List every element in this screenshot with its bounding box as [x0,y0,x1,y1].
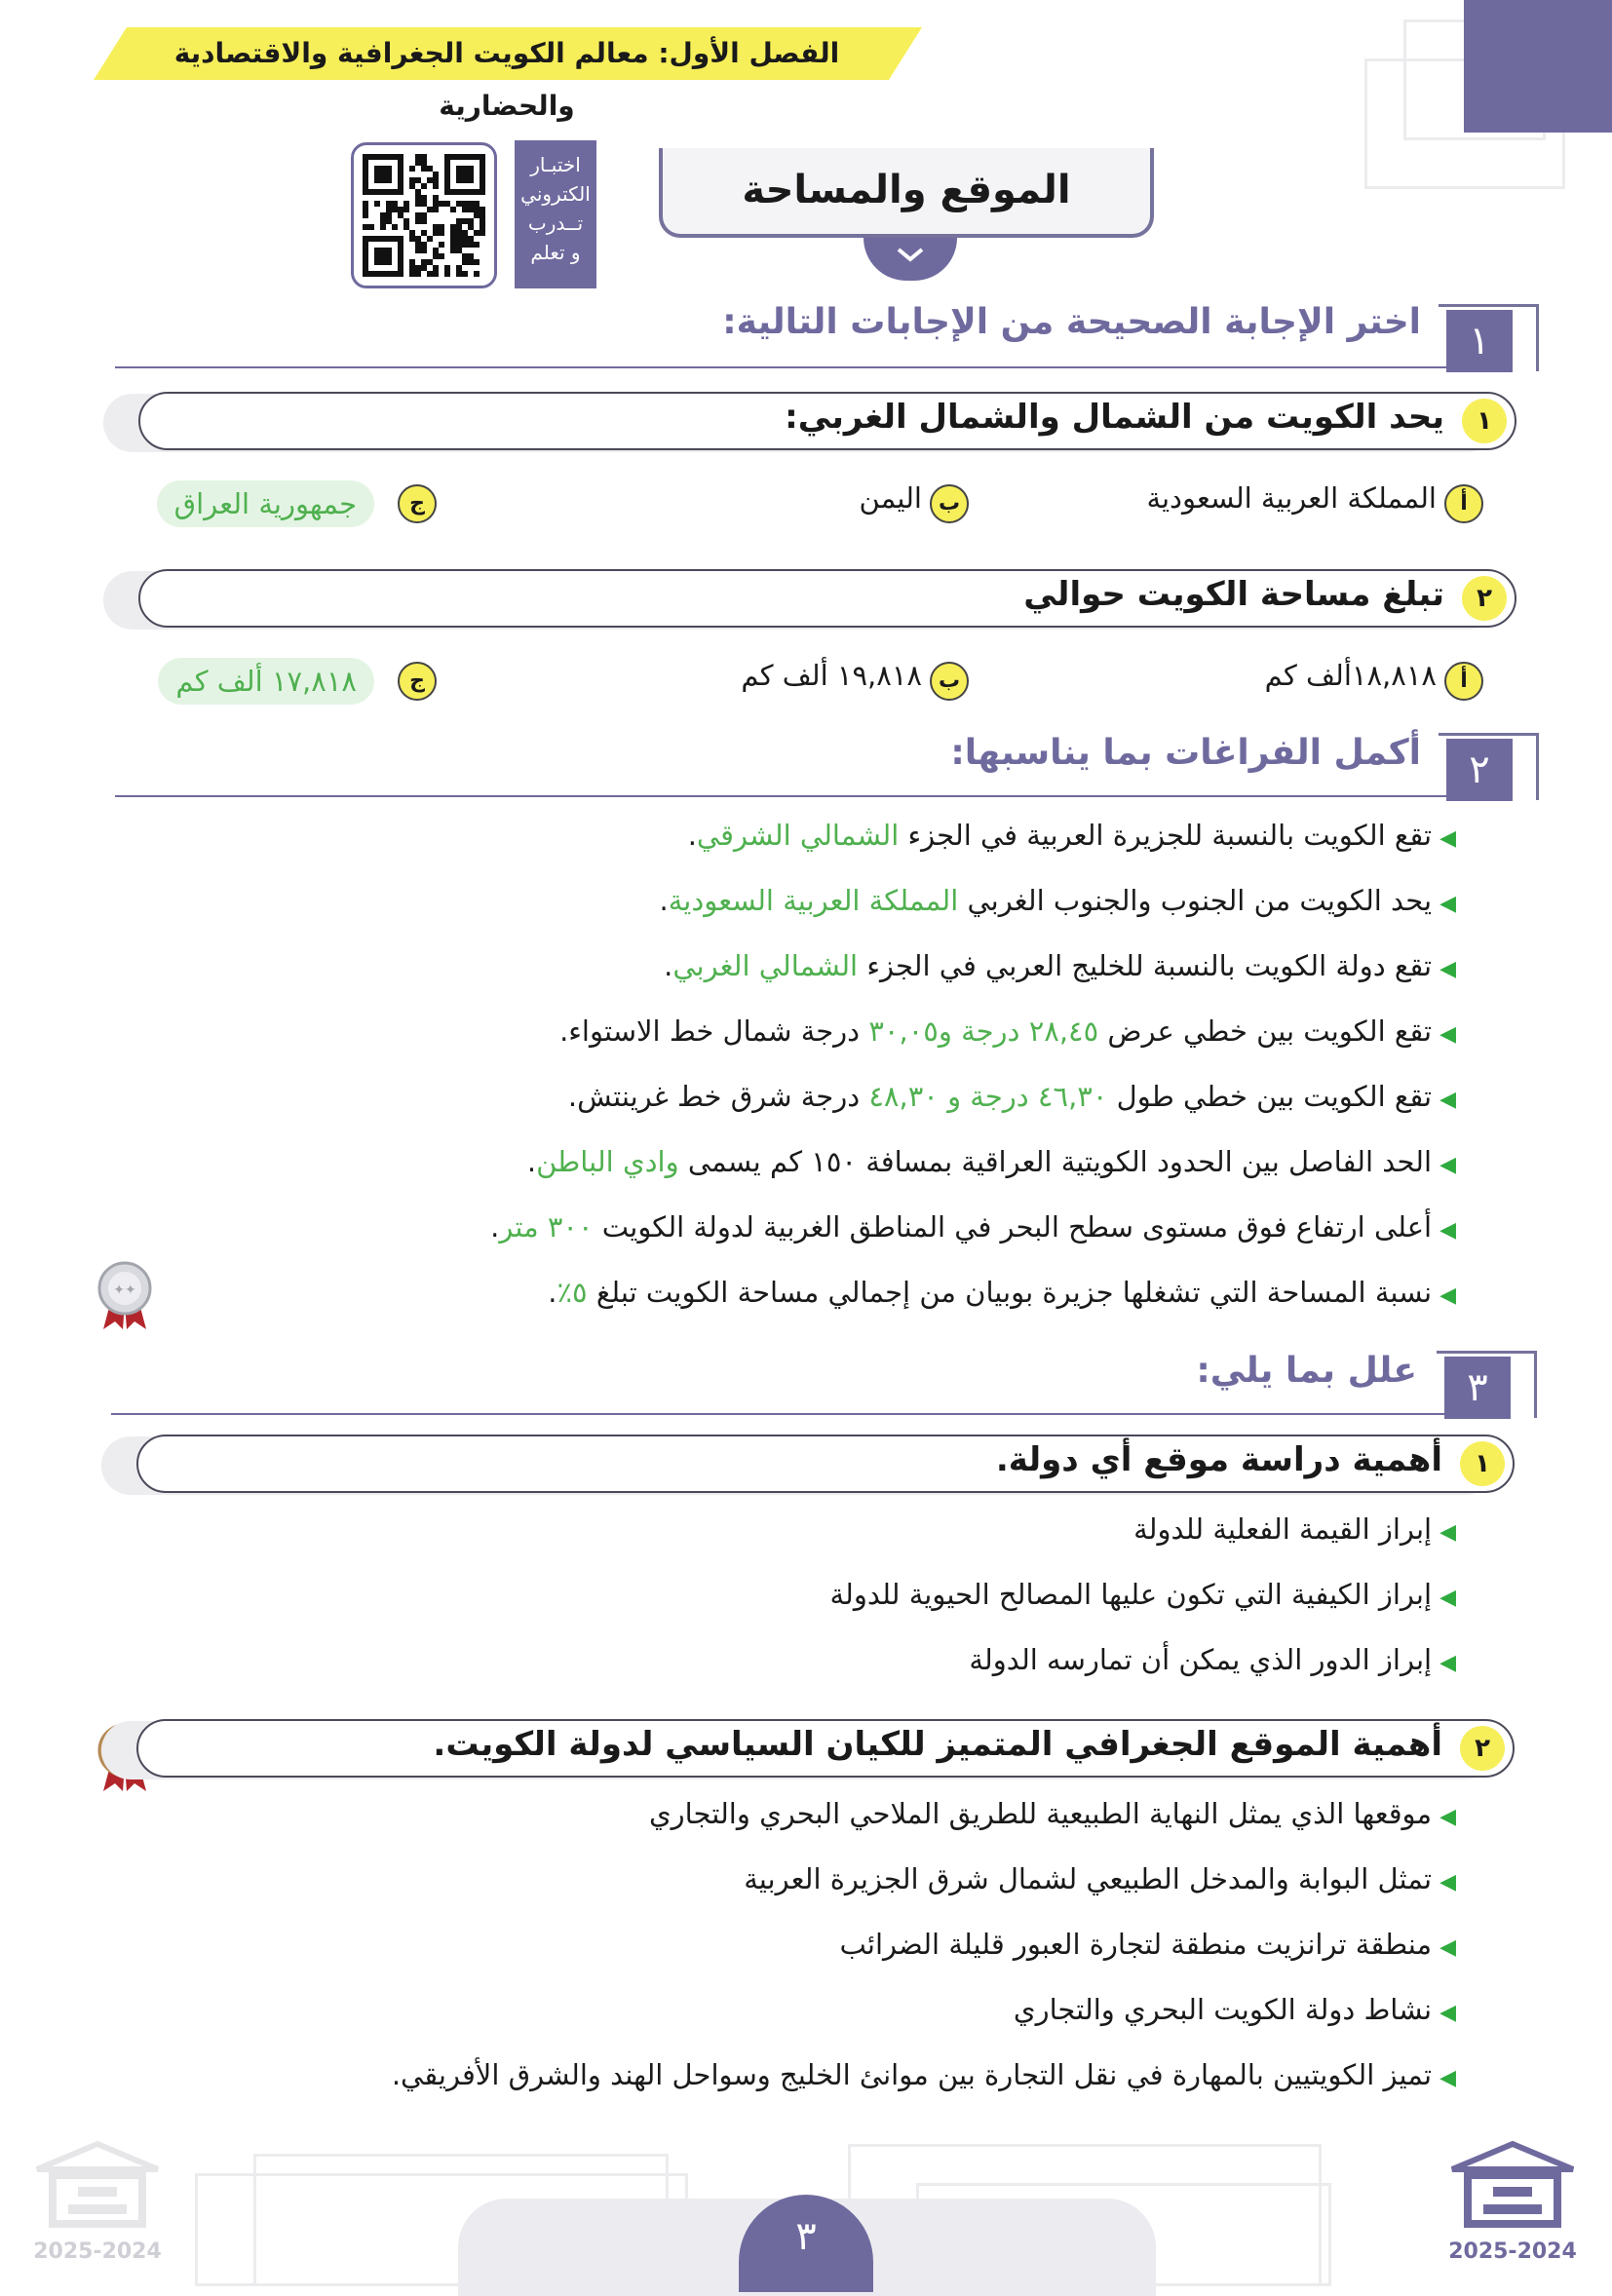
section-number-badge: ٣ [1444,1357,1511,1419]
item-text: . [687,819,697,852]
section-divider [111,1413,1450,1415]
item-text: تقع الكويت بالنسبة للجزيرة العربية في الجزء [899,819,1433,852]
option-text[interactable]: اليمن [859,481,922,515]
fill-blank-item [559,1014,1456,1048]
option-text[interactable]: ١٨,٨١٨ألف كم [1264,659,1437,692]
correct-option-text[interactable]: جمهورية العراق [157,480,374,527]
item-text: نسبة المساحة التي تشغلها جزيرة بوبيان من إجمالي مساحة الكويت تبلغ [587,1276,1433,1309]
fill-blank-item [527,1145,1456,1178]
question-text: تبلغ مساحة الكويت حوالي [1023,575,1444,614]
fill-blank-item [660,884,1457,917]
logo-year: 2025-2024 [1448,2239,1577,2264]
answer-text: إبراز الدور الذي يمكن أن تمارسه الدولة [969,1643,1433,1676]
bullet-arrow-icon: ◀ [1439,892,1456,916]
platform-logo-icon [29,2140,166,2247]
answer-item [829,1578,1456,1611]
bullet-arrow-icon: ◀ [1439,1586,1456,1610]
question-text: يحد الكويت من الشمال والشمال الغربي: [785,398,1444,437]
option-letter[interactable]: ب [930,662,969,701]
answer-text: ٢٨,٤٥ درجة و٣٠,٠٥ [868,1014,1099,1048]
bullet-arrow-icon: ◀ [1439,1651,1456,1675]
item-text: يحد الكويت من الجنوب والجنوب الغربي [958,884,1433,917]
answer-text: ٣٠٠ متر [499,1210,594,1244]
bullet-arrow-icon: ◀ [1439,1022,1456,1047]
item-text: . [490,1210,500,1244]
item-text: تقع الكويت بين خطي عرض [1098,1014,1433,1048]
question-number: ١ [1460,1441,1505,1486]
answer-item [1014,1993,1456,2026]
answer-text: إبراز الكيفية التي تكون عليها المصالح الحيوية للدولة [829,1578,1433,1611]
answer-text: تمثل البوابة والمدخل الطبيعي لشمال شرق الجزيرة العربية [744,1862,1433,1895]
qr-label-line: و تعلم [530,241,581,264]
bullet-arrow-icon: ◀ [1439,826,1456,851]
answer-text: الشمالي الغربي [672,949,859,982]
bullet-arrow-icon: ◀ [1439,1088,1456,1112]
answer-item [969,1643,1456,1676]
answer-item [744,1862,1456,1895]
lesson-title-tab [864,238,957,281]
answer-item [392,2058,1456,2091]
option-letter[interactable]: أ [1444,662,1483,701]
answer-item [649,1797,1456,1830]
chevron-down-icon [864,238,957,281]
option-letter[interactable]: ج [398,662,437,701]
item-text: درجة شمال خط الاستواء. [559,1014,869,1048]
option-letter[interactable]: أ [1444,484,1483,523]
logo-year: 2025-2024 [33,2239,162,2264]
bullet-arrow-icon: ◀ [1439,1520,1456,1545]
answer-text: منطقة ترانزيت منطقة لتجارة العبور قليلة الضرائب [839,1928,1433,1961]
bullet-arrow-icon: ◀ [1439,2066,1456,2090]
section-number-badge: ١ [1446,310,1513,372]
question-number: ١ [1462,399,1507,443]
question-number: ٢ [1460,1726,1505,1771]
qr-label-line: الكتروني [520,182,591,206]
bullet-arrow-icon: ◀ [1439,957,1456,981]
corner-block [1464,0,1612,133]
fill-blank-item [664,949,1456,982]
qr-code-icon[interactable] [363,154,485,277]
answer-text: موقعها الذي يمثل النهاية الطبيعية للطريق الملاحي البحري والتجاري [648,1797,1433,1830]
lesson-title: الموقع والمساحة [659,148,1154,238]
item-text: . [664,949,673,982]
answer-item [839,1928,1456,1961]
qr-label-line: اختبـار [530,153,581,176]
bullet-arrow-icon: ◀ [1439,1805,1456,1829]
fill-blank-item [490,1210,1456,1244]
bullet-arrow-icon: ◀ [1439,2001,1456,2025]
section-title: علل بما يلي: [1196,1351,1417,1391]
item-text: تقع الكويت بين خطي طول [1107,1080,1433,1113]
bullet-arrow-icon: ◀ [1439,1935,1456,1960]
option-text[interactable]: المملكة العربية السعودية [1146,481,1437,515]
question-number: ٢ [1462,576,1507,621]
item-text: . [526,1145,537,1178]
answer-text: تميز الكويتيين بالمهارة في نقل التجارة بين موانئ الخليج وسواحل الهند والشرق الأفريقي. [391,2058,1433,2091]
option-text[interactable]: ١٩,٨١٨ ألف كم [741,659,922,692]
fill-blank-item [688,819,1456,852]
answer-item [1133,1512,1456,1546]
silver-medal-icon [97,1261,152,1331]
section-title: اختر الإجابة الصحيحة من الإجابات التالية: [722,302,1421,342]
fill-blank-item [568,1080,1456,1113]
page-number: ٣ [795,2214,817,2259]
item-text: أعلى ارتفاع فوق مستوى سطح البحر في المناطق الغربية لدولة الكويت [593,1210,1433,1244]
answer-text: نشاط دولة الكويت البحري والتجاري [1013,1993,1433,2026]
option-letter[interactable]: ب [930,484,969,523]
svg-text:✦✦: ✦✦ [113,1282,136,1298]
section-divider [115,795,1452,797]
item-text: تقع دولة الكويت بالنسبة للخليج العربي في الجزء [858,949,1433,982]
item-text: الحد الفاصل بين الحدود الكويتية العراقية بمسافة ١٥٠ كم يسمى [678,1145,1433,1178]
item-text: درجة شرق خط غرينتش. [567,1080,869,1113]
answer-text: الشمالي الشرقي [696,819,900,852]
platform-logo-icon [1444,2140,1581,2247]
answer-text: وادي الباطن [536,1145,679,1178]
section-title: أكمل الفراغات بما يناسبها: [950,733,1421,773]
chapter-title: الفصل الأول: معالم الكويت الجغرافية والاقتصادية والحضارية [173,37,840,122]
qr-label-line: تــدرب [527,211,584,235]
answer-text: ٤٦,٣٠ درجة و ٤٨,٣٠ [868,1080,1108,1113]
section-divider [115,366,1452,368]
fill-blank-item [548,1276,1456,1309]
section-number-badge: ٢ [1446,739,1513,801]
option-letter[interactable]: ج [398,484,437,523]
bullet-arrow-icon: ◀ [1439,1218,1456,1243]
question-text: أهمية دراسة موقع أي دولة. [995,1440,1442,1479]
bullet-arrow-icon: ◀ [1439,1153,1456,1177]
item-text: . [548,1276,557,1309]
answer-text: ٥٪ [557,1276,588,1309]
bullet-arrow-icon: ◀ [1439,1870,1456,1894]
question-text: أهمية الموقع الجغرافي المتميز للكيان السياسي لدولة الكويت. [433,1725,1442,1764]
answer-text: إبراز القيمة الفعلية للدولة [1133,1512,1433,1546]
answer-text: المملكة العربية السعودية [668,884,959,917]
item-text: . [659,884,669,917]
qr-label[interactable] [515,140,596,288]
bullet-arrow-icon: ◀ [1439,1283,1456,1308]
correct-option-text[interactable]: ١٧,٨١٨ ألف كم [158,658,374,705]
